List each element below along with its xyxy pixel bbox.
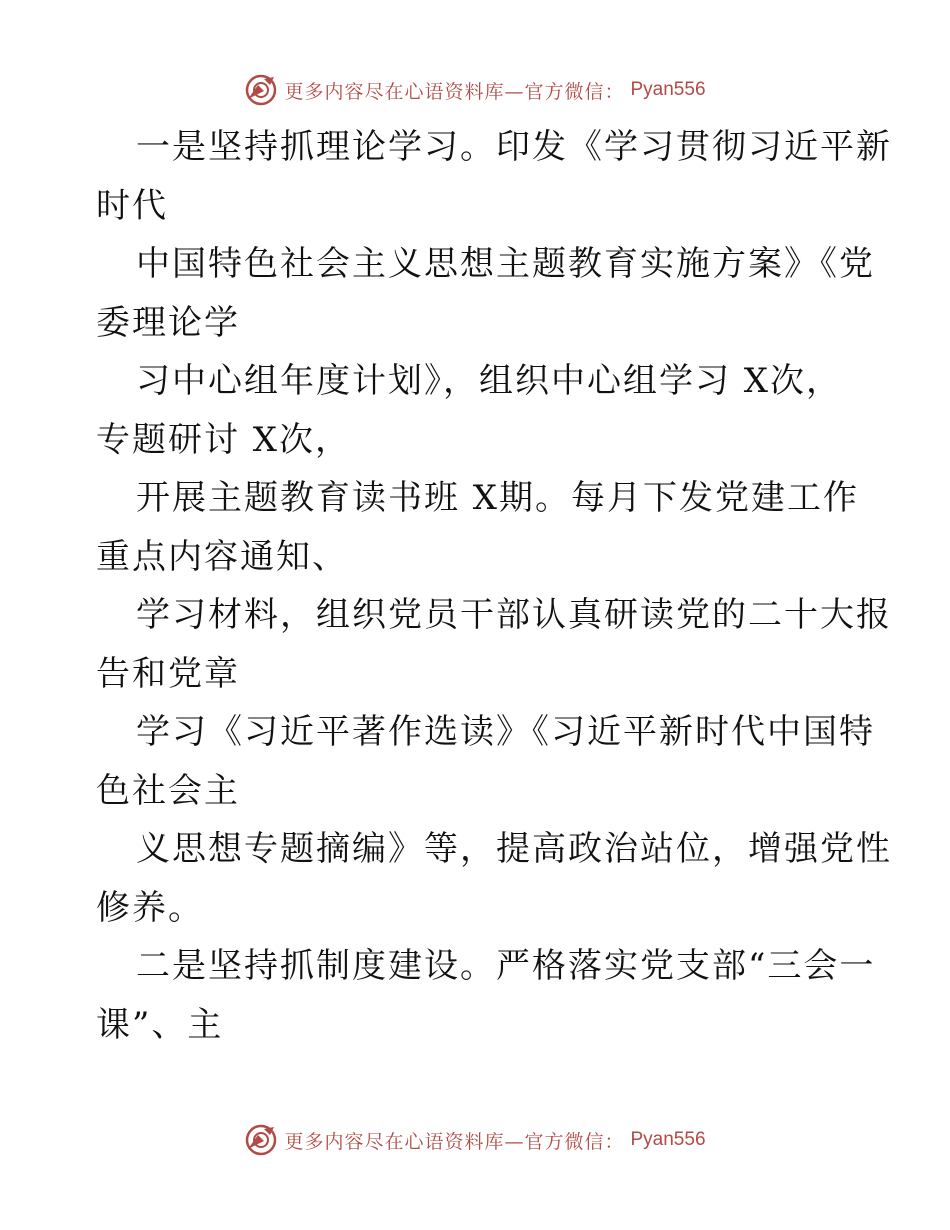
text-line: 告和党章 <box>96 653 240 694</box>
document-body <box>96 118 892 1054</box>
text-line: 义思想专题摘编》等，提高政治站位，增强党性 <box>136 829 892 869</box>
text-line: 习中心组年度计划》，组织中心组学习 X次， <box>136 361 843 401</box>
text-line: 修养。 <box>96 887 204 928</box>
watermark-text: 更多内容尽在心语资料库—官方微信： <box>284 80 625 103</box>
brand-logo-icon <box>244 1123 278 1157</box>
text-line: 色社会主 <box>96 770 240 811</box>
text-line: 学习材料，组织党员干部认真研读党的二十大报 <box>136 595 892 635</box>
text-line: 时代 <box>96 185 168 226</box>
text-line: 一是坚持抓理论学习。印发《学习贯彻习近平新 <box>136 127 892 167</box>
text-line: 中国特色社会主义思想主题教育实施方案》《党 <box>136 244 875 284</box>
watermark-text: 更多内容尽在心语资料库—官方微信： <box>284 1130 625 1153</box>
text-line: 二是坚持抓制度建设。严格落实党支部“三会一 <box>136 946 876 986</box>
text-line: 重点内容通知、 <box>96 536 348 577</box>
brand-logo-icon <box>244 73 278 107</box>
footer-watermark <box>0 1120 950 1160</box>
text-line: 委理论学 <box>96 302 240 343</box>
text-line: 开展主题教育读书班 X期。每月下发党建工作 <box>136 478 860 518</box>
header-watermark <box>0 70 950 110</box>
text-line: 学习《习近平著作选读》《习近平新时代中国特 <box>136 712 875 752</box>
text-line: 专题研讨 X次， <box>96 419 352 460</box>
text-line: 课”、主 <box>96 1004 224 1045</box>
watermark-id: Pyan556 <box>630 79 706 100</box>
watermark-id: Pyan556 <box>630 1129 706 1150</box>
